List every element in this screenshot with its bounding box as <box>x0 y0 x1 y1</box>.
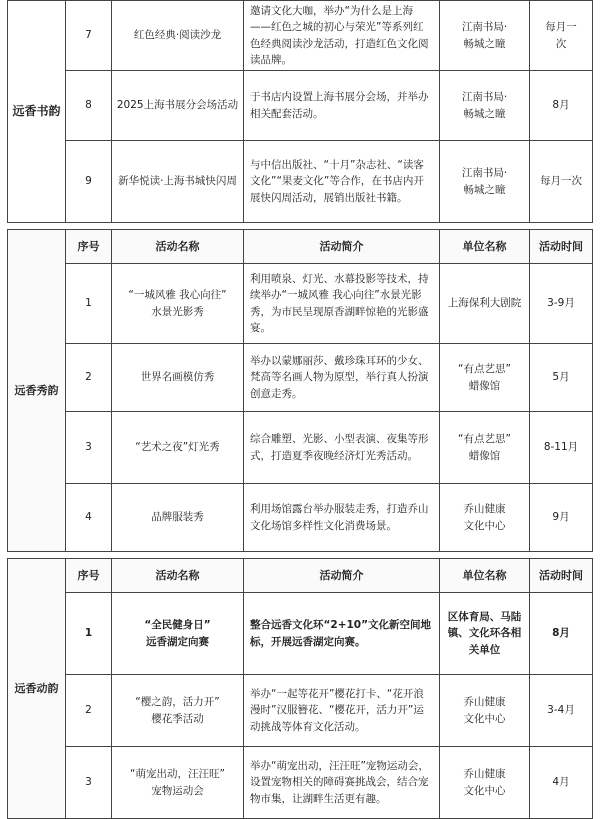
activity-time: 每月一次 <box>530 141 593 223</box>
header-unit: 单位名称 <box>440 559 530 593</box>
row-number: 4 <box>66 484 112 552</box>
activity-time: 8月 <box>530 593 593 675</box>
header-unit: 单位名称 <box>440 230 530 264</box>
activity-time: 9月 <box>530 484 593 552</box>
row-number: 1 <box>66 264 112 344</box>
header-time: 活动时间 <box>530 559 593 593</box>
activity-time: 5月 <box>530 344 593 412</box>
activity-name: 品牌服装秀 <box>112 484 244 552</box>
header-no: 序号 <box>66 230 112 264</box>
activity-time: 每月一 次 <box>530 1 593 71</box>
table-row <box>8 675 593 747</box>
activity-table <box>7 0 593 819</box>
header-row <box>8 559 593 593</box>
row-number: 2 <box>66 675 112 747</box>
activity-description: 综合雕塑、光影、小型表演、夜集等形式，打造夏季夜晚经济灯光秀活动。 <box>244 412 440 484</box>
activity-name: 世界名画模仿秀 <box>112 344 244 412</box>
organizer-name: 乔山健康 文化中心 <box>440 747 530 819</box>
section-title: 远香秀韵 <box>8 230 66 552</box>
activity-table-body <box>8 1 593 819</box>
section-gap-cell <box>8 552 593 559</box>
activity-name: “萌宠出动，汪汪旺” 宠物运动会 <box>112 747 244 819</box>
activity-description: 举办以蒙娜丽莎、戴珍珠耳环的少女、梵高等名画人物为原型，举行真人扮演创意走秀。 <box>244 344 440 412</box>
activity-time: 3-4月 <box>530 675 593 747</box>
activity-description: 与中信出版社、“十月”杂志社、“读客文化”“果麦文化”等合作，在书店内开展快闪周活动，展销出版社书籍。 <box>244 141 440 223</box>
organizer-name: 江南书局· 畅城之瞳 <box>440 1 530 71</box>
row-number: 7 <box>66 1 112 71</box>
header-name: 活动名称 <box>112 559 244 593</box>
activity-description: 举办“萌宠出动，汪汪旺”宠物运动会，设置宠物相关的障碍赛挑战会，结合宠物市集，让湖畔生活更有趣。 <box>244 747 440 819</box>
organizer-name: 乔山健康 文化中心 <box>440 484 530 552</box>
activity-description: 利用场馆露台举办服装走秀，打造乔山文化场馆多样性文化消费场景。 <box>244 484 440 552</box>
activity-name: 红色经典·阅读沙龙 <box>112 1 244 71</box>
activity-description: 举办“一起等花开”樱花打卡、“花开浪漫时”汉服簪花、“樱花开，活力开”运动挑战等体育文化活动。 <box>244 675 440 747</box>
activity-name: “全民健身日” 远香湖定向赛 <box>112 593 244 675</box>
activity-description: 邀请文化大咖，举办“为什么是上海——红色之城的初心与荣光”等系列红色经典阅读沙龙活动，打造红色文化阅读品牌。 <box>244 1 440 71</box>
activity-description: 利用喷泉、灯光、水幕投影等技术，持续举办“一城风雅 我心向往”水景光影秀，为市民呈现原香湖畔惊艳的光影盛宴。 <box>244 264 440 344</box>
table-row <box>8 1 593 71</box>
header-name: 活动名称 <box>112 230 244 264</box>
section-gap <box>8 223 593 230</box>
row-number: 8 <box>66 71 112 141</box>
organizer-name: 乔山健康 文化中心 <box>440 675 530 747</box>
table-row <box>8 264 593 344</box>
header-row <box>8 230 593 264</box>
organizer-name: 上海保利大剧院 <box>440 264 530 344</box>
organizer-name: “有点艺思” 蜡像馆 <box>440 344 530 412</box>
row-number: 1 <box>66 593 112 675</box>
section-title: 远香书韵 <box>8 1 66 223</box>
table-row <box>8 141 593 223</box>
activity-name: “一城风雅 我心向往” 水景光影秀 <box>112 264 244 344</box>
table-row <box>8 412 593 484</box>
organizer-name: 区体育局、马陆镇、文化环各相关单位 <box>440 593 530 675</box>
organizer-name: 江南书局· 畅城之瞳 <box>440 71 530 141</box>
section-gap <box>8 552 593 559</box>
row-number: 9 <box>66 141 112 223</box>
table-row <box>8 593 593 675</box>
table-row <box>8 71 593 141</box>
header-time: 活动时间 <box>530 230 593 264</box>
activity-description: 于书店内设置上海书展分会场，并举办相关配套活动。 <box>244 71 440 141</box>
activity-name: “樱之韵，活力开” 樱花季活动 <box>112 675 244 747</box>
activity-time: 4月 <box>530 747 593 819</box>
activity-name: “艺术之夜”灯光秀 <box>112 412 244 484</box>
activity-time: 8月 <box>530 71 593 141</box>
row-number: 3 <box>66 747 112 819</box>
header-desc: 活动简介 <box>244 559 440 593</box>
activity-description: 整合远香文化环“2+10”文化新空间地标，开展远香湖定向赛。 <box>244 593 440 675</box>
table-row <box>8 484 593 552</box>
table-row <box>8 344 593 412</box>
activity-time: 3-9月 <box>530 264 593 344</box>
section-title: 远香动韵 <box>8 559 66 819</box>
row-number: 2 <box>66 344 112 412</box>
activity-name: 新华悦读·上海书城快闪周 <box>112 141 244 223</box>
section-gap-cell <box>8 223 593 230</box>
header-no: 序号 <box>66 559 112 593</box>
organizer-name: 江南书局· 畅城之瞳 <box>440 141 530 223</box>
row-number: 3 <box>66 412 112 484</box>
table-row <box>8 747 593 819</box>
header-desc: 活动简介 <box>244 230 440 264</box>
activity-name: 2025上海书展分会场活动 <box>112 71 244 141</box>
organizer-name: “有点艺思” 蜡像馆 <box>440 412 530 484</box>
activity-time: 8-11月 <box>530 412 593 484</box>
